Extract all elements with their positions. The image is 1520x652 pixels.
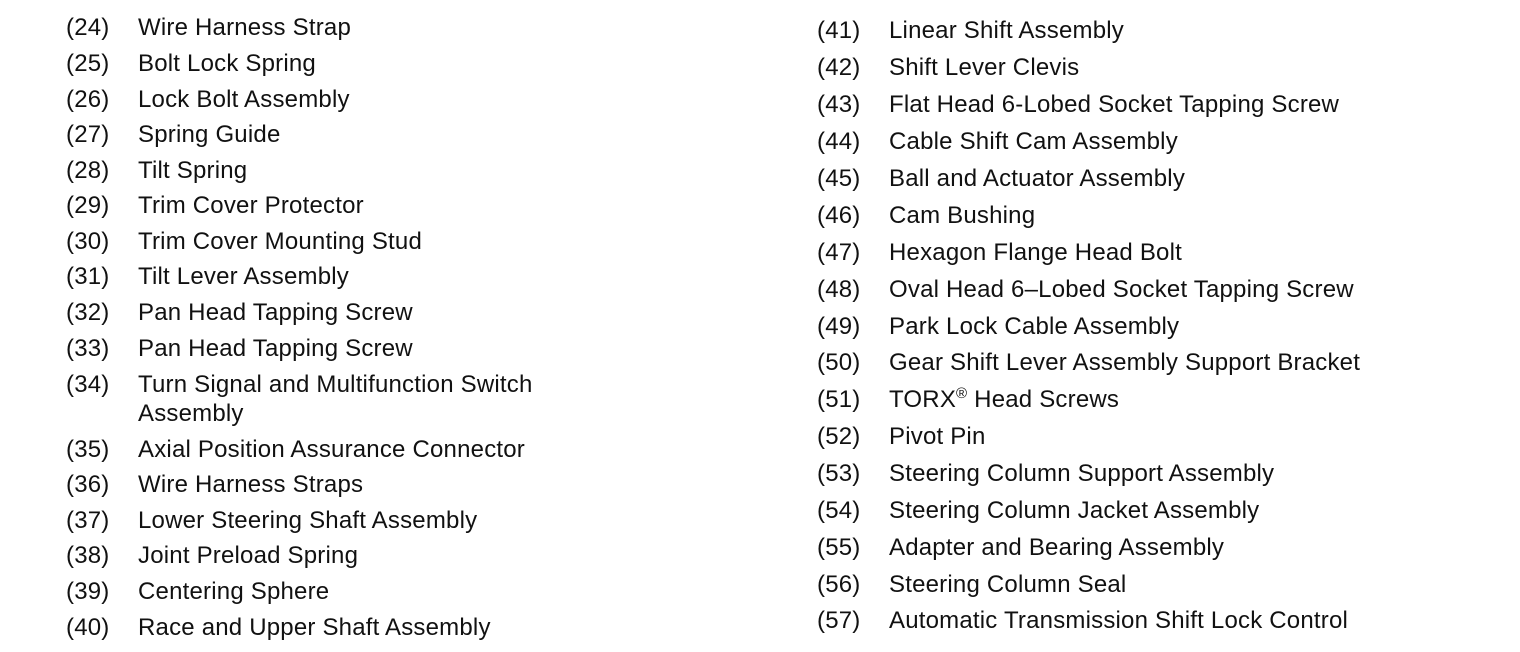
- item-number: (37): [66, 507, 110, 534]
- list-item: [817, 201, 1035, 230]
- item-number: (54): [817, 497, 861, 524]
- item-label: Turn Signal and Multifunction Switch Assembly: [138, 371, 533, 427]
- list-item: [66, 156, 247, 185]
- item-label: Ball and Actuator Assembly: [889, 165, 1186, 192]
- item-label: Bolt Lock Spring: [138, 50, 316, 77]
- list-item: [817, 16, 1124, 45]
- item-label-brand: TORX: [889, 386, 957, 413]
- item-number: (38): [66, 542, 110, 569]
- list-item: [817, 570, 1126, 599]
- item-label: Tilt Lever Assembly: [138, 263, 349, 290]
- list-item: [817, 606, 1348, 635]
- item-number: (27): [66, 121, 110, 148]
- item-label: Hexagon Flange Head Bolt: [889, 239, 1182, 266]
- list-item: [66, 577, 329, 606]
- list-item: [817, 496, 1259, 525]
- list-item: [817, 238, 1182, 267]
- list-item: [66, 613, 491, 642]
- list-item: [817, 164, 1185, 193]
- list-item: [817, 127, 1178, 156]
- item-number: (35): [66, 436, 110, 463]
- item-label: Gear Shift Lever Assembly Support Bracket: [889, 349, 1361, 376]
- item-label: Steering Column Support Assembly: [889, 460, 1275, 487]
- item-number: (50): [817, 349, 861, 376]
- item-label: Park Lock Cable Assembly: [889, 313, 1180, 340]
- item-number: (31): [66, 263, 110, 290]
- item-label: Lower Steering Shaft Assembly: [138, 507, 478, 534]
- item-number: (46): [817, 202, 861, 229]
- item-number: (24): [66, 14, 110, 41]
- item-label: Wire Harness Straps: [138, 471, 364, 498]
- item-number: (41): [817, 17, 861, 44]
- item-number: (30): [66, 228, 110, 255]
- item-label: Spring Guide: [138, 121, 281, 148]
- list-item: [66, 227, 422, 256]
- list-item: [66, 370, 608, 428]
- item-label: Cam Bushing: [889, 202, 1036, 229]
- list-item: [817, 385, 1119, 414]
- item-label: Linear Shift Assembly: [889, 17, 1124, 44]
- item-number: (55): [817, 534, 861, 561]
- item-label: Pan Head Tapping Screw: [138, 335, 413, 362]
- item-label: Lock Bolt Assembly: [138, 86, 350, 113]
- item-number: (52): [817, 423, 861, 450]
- list-item: [817, 312, 1179, 341]
- item-label: [889, 385, 1119, 414]
- item-number: (48): [817, 276, 861, 303]
- item-label: Wire Harness Strap: [138, 14, 351, 41]
- item-number: (44): [817, 128, 861, 155]
- item-label: Cable Shift Cam Assembly: [889, 128, 1178, 155]
- item-label: Tilt Spring: [138, 157, 248, 184]
- item-label: Race and Upper Shaft Assembly: [138, 614, 491, 641]
- item-label: Centering Sphere: [138, 578, 330, 605]
- list-item: [66, 506, 477, 535]
- item-number: (51): [817, 386, 861, 413]
- item-label-suffix: Head Screws: [967, 386, 1120, 413]
- item-label: Pan Head Tapping Screw: [138, 299, 413, 326]
- list-item: [66, 541, 358, 570]
- list-item: [66, 49, 316, 78]
- list-item: [817, 422, 986, 451]
- list-item: [66, 191, 364, 220]
- registered-trademark-mark: ®: [956, 385, 968, 402]
- item-number: (47): [817, 239, 861, 266]
- list-item: [66, 13, 351, 42]
- item-number: (57): [817, 607, 861, 634]
- item-number: (49): [817, 313, 861, 340]
- item-number: (28): [66, 157, 110, 184]
- item-number: (34): [66, 371, 110, 398]
- item-label: Axial Position Assurance Connector: [138, 436, 526, 463]
- item-number: (25): [66, 50, 110, 77]
- item-label: Oval Head 6–Lobed Socket Tapping Screw: [889, 276, 1354, 303]
- item-number: (43): [817, 91, 861, 118]
- item-label: Shift Lever Clevis: [889, 54, 1080, 81]
- item-label: Joint Preload Spring: [138, 542, 359, 569]
- item-number: (40): [66, 614, 110, 641]
- item-label: Steering Column Jacket Assembly: [889, 497, 1260, 524]
- list-item: [817, 533, 1224, 562]
- list-item: [817, 53, 1079, 82]
- item-number: (39): [66, 578, 110, 605]
- item-number: (33): [66, 335, 110, 362]
- item-label: Adapter and Bearing Assembly: [889, 534, 1225, 561]
- item-number: (45): [817, 165, 861, 192]
- list-item: [66, 85, 350, 114]
- list-item: [66, 298, 413, 327]
- item-label: Pivot Pin: [889, 423, 986, 450]
- list-item: [66, 334, 413, 363]
- item-label: Flat Head 6-Lobed Socket Tapping Screw: [889, 91, 1340, 118]
- list-item: [817, 90, 1339, 119]
- item-number: (42): [817, 54, 861, 81]
- item-number: (53): [817, 460, 861, 487]
- list-item: [817, 459, 1274, 488]
- item-number: (32): [66, 299, 110, 326]
- list-item: [817, 348, 1360, 377]
- list-item: [66, 120, 281, 149]
- item-label: Trim Cover Mounting Stud: [138, 228, 423, 255]
- item-label: Steering Column Seal: [889, 571, 1127, 598]
- list-item: [66, 262, 349, 291]
- item-number: (56): [817, 571, 861, 598]
- list-item: [817, 275, 1354, 304]
- item-number: (29): [66, 192, 110, 219]
- item-number: (36): [66, 471, 110, 498]
- item-label: Trim Cover Protector: [138, 192, 364, 219]
- item-number: (26): [66, 86, 110, 113]
- list-item: [66, 470, 363, 499]
- list-item: [66, 435, 525, 464]
- item-label: Automatic Transmission Shift Lock Control: [889, 607, 1349, 634]
